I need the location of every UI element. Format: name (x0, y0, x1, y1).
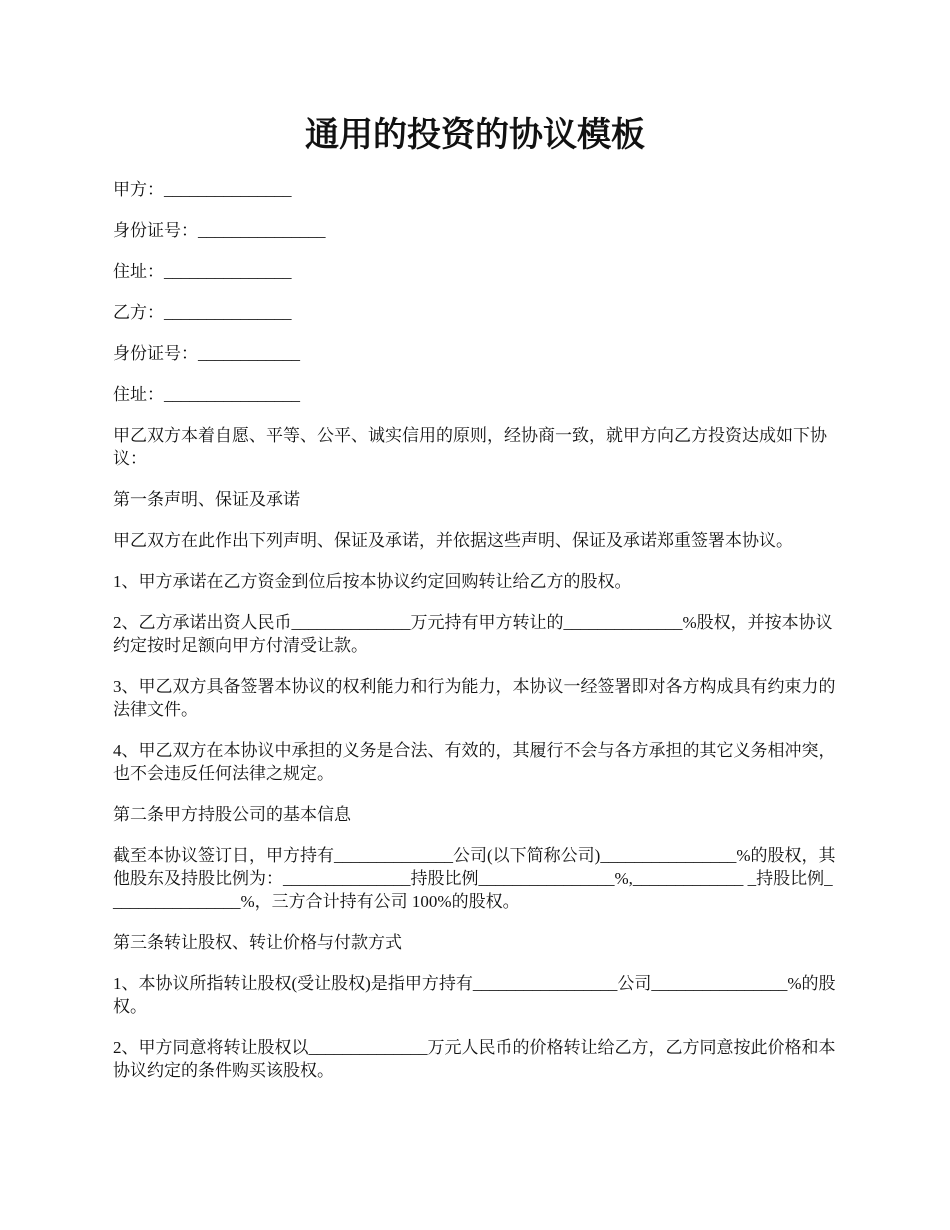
party-a-id-line: 身份证号：_______________ (113, 221, 326, 240)
article-3-heading: 第三条转让股权、转让价格与付款方式 (113, 933, 402, 952)
article-1-heading: 第一条声明、保证及承诺 (113, 490, 300, 509)
party-a-address-line: 住址：_______________ (113, 262, 292, 281)
party-b-id-line: 身份证号：____________ (113, 344, 300, 363)
article-1-clause-4: 4、甲乙双方在本协议中承担的义务是合法、有效的，其履行不会与各方承担的其它义务相冲突，也不会违反任何法律之规定。 (113, 741, 836, 783)
article-2-paragraph: 截至本协议签订日，甲方持有______________公司(以下简称公司)________________%的股权，其他股东及持股比例为：_______________持股比例________________%,_____________ _持股比例________________%，三方合计持有公司 100%的股权。 (113, 846, 836, 911)
article-3-clause-2: 2、甲方同意将转让股权以______________万元人民币的价格转让给乙方，乙方同意按此价格和本协议约定的条件购买该股权。 (113, 1038, 836, 1080)
article-1-clause-3: 3、甲乙双方具备签署本协议的权利能力和行为能力，本协议一经签署即对各方构成具有约束力的法律文件。 (113, 677, 836, 719)
article-3-clause-1: 1、本协议所指转让股权(受让股权)是指甲方持有_________________公司________________%的股权。 (113, 974, 836, 1016)
article-1-intro: 甲乙双方在此作出下列声明、保证及承诺，并依据这些声明、保证及承诺郑重签署本协议。 (113, 531, 793, 550)
article-1-clause-1: 1、甲方承诺在乙方资金到位后按本协议约定回购转让给乙方的股权。 (113, 572, 632, 591)
article-1-clause-2: 2、乙方承诺出资人民币______________万元持有甲方转让的______________%股权，并按本协议约定按时足额向甲方付清受让款。 (113, 613, 833, 655)
article-2-heading: 第二条甲方持股公司的基本信息 (113, 805, 351, 824)
party-a-line: 甲方：_______________ (113, 180, 292, 199)
document-title: 通用的投资的协议模板 (305, 117, 645, 154)
party-b-address-line: 住址：________________ (113, 385, 300, 404)
party-b-line: 乙方：_______________ (113, 303, 292, 322)
document-body (113, 178, 838, 1100)
preamble-paragraph: 甲乙双方本着自愿、平等、公平、诚实信用的原则，经协商一致，就甲方向乙方投资达成如下协议： (113, 426, 827, 468)
